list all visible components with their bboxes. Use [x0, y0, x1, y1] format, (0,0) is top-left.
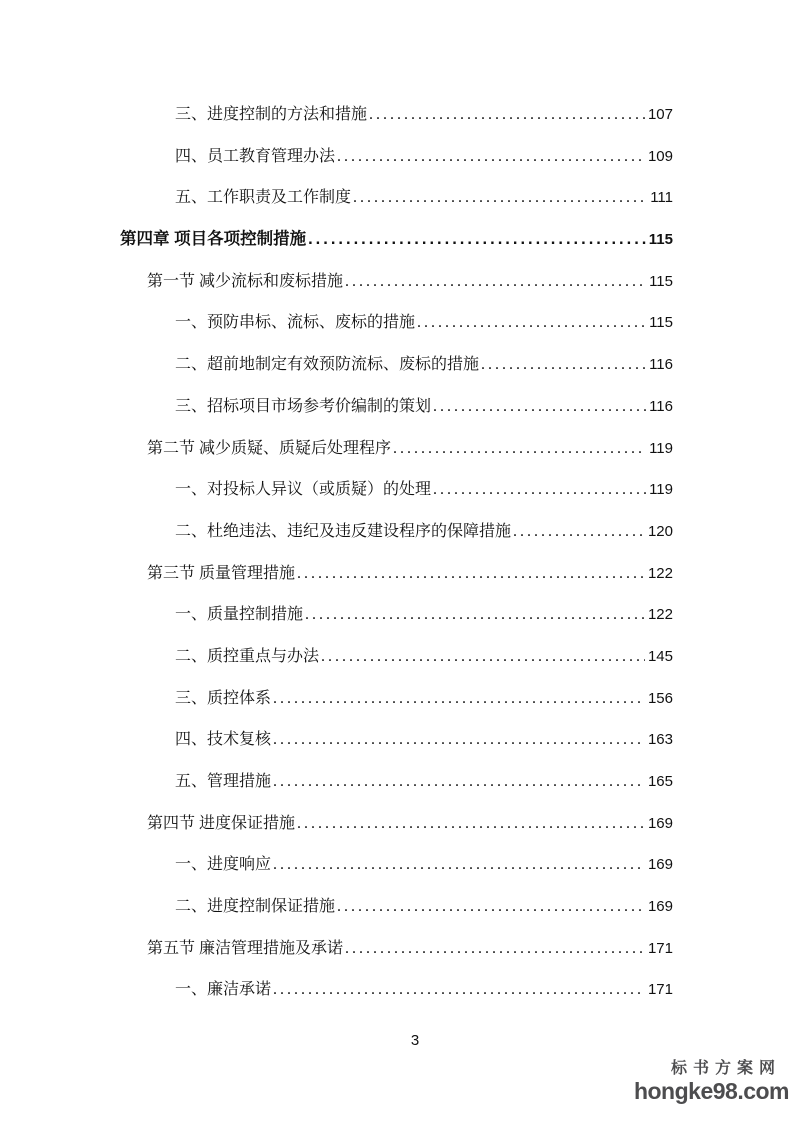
toc-entry-label: 第四章 项目各项控制措施	[120, 230, 307, 249]
toc-leader-dots	[353, 177, 647, 219]
toc-entry-label: 第一节 减少流标和废标措施	[147, 272, 344, 290]
toc-entry[interactable]	[120, 302, 673, 344]
toc-leader-dots	[337, 886, 645, 928]
toc-leader-dots	[337, 136, 645, 178]
toc-entry[interactable]	[120, 761, 673, 803]
toc-entry-label: 三、进度控制的方法和措施	[175, 106, 368, 123]
toc-entry-label: 第五节 廉洁管理措施及承诺	[147, 939, 344, 957]
toc-entry-page: 119	[649, 439, 673, 457]
toc-entry-page: 122	[647, 564, 673, 582]
page-number: 3	[410, 1032, 420, 1049]
toc-entry[interactable]	[120, 469, 673, 511]
toc-entry-label: 三、质控体系	[175, 689, 272, 707]
toc-entry-page: 111	[650, 189, 673, 207]
toc-entry-page: 109	[647, 147, 673, 165]
toc-entry[interactable]	[120, 177, 673, 219]
toc-entry-label: 第四节 进度保证措施	[147, 814, 296, 832]
toc-entry-page: 163	[647, 731, 673, 749]
toc-entry-label: 一、廉洁承诺	[175, 981, 272, 999]
toc-entry-page: 115	[648, 231, 673, 249]
toc-entry[interactable]	[120, 344, 673, 386]
toc-entry-page: 116	[649, 356, 673, 374]
toc-leader-dots	[433, 469, 646, 511]
toc-entry-page: 115	[649, 314, 673, 332]
toc-entry-label: 二、质控重点与办法	[175, 647, 320, 665]
toc-entry[interactable]	[120, 969, 673, 1011]
toc-leader-dots	[273, 844, 645, 886]
toc-entry[interactable]	[120, 511, 673, 553]
toc-leader-dots	[297, 553, 645, 595]
toc-leader-dots	[369, 94, 645, 136]
toc-entry-page: 145	[647, 647, 673, 665]
toc-entry[interactable]	[120, 803, 673, 845]
toc-entry-page: 169	[647, 814, 673, 832]
toc-entry-label: 四、技术复核	[175, 731, 272, 749]
toc-leader-dots	[345, 928, 645, 970]
toc-entry-page: 156	[647, 689, 673, 707]
toc-leader-dots	[345, 261, 646, 303]
toc-entry-page: 171	[647, 981, 673, 999]
toc-leader-dots	[481, 344, 646, 386]
toc-entry-label: 一、质量控制措施	[175, 606, 304, 624]
toc-entry-page: 165	[647, 773, 673, 790]
toc-entry-page: 119	[649, 481, 673, 499]
toc-entry-label: 二、超前地制定有效预防流标、废标的措施	[175, 356, 480, 374]
toc-entry[interactable]	[120, 219, 673, 261]
toc-entry-page: 115	[649, 272, 673, 290]
toc-entry[interactable]	[120, 261, 673, 303]
toc-entry-label: 一、进度响应	[175, 856, 272, 874]
toc-entry-label: 一、预防串标、流标、废标的措施	[175, 314, 416, 332]
toc-leader-dots	[321, 636, 645, 678]
watermark	[634, 1061, 789, 1103]
toc-entry[interactable]	[120, 594, 673, 636]
toc-entry[interactable]	[120, 886, 673, 928]
toc-entry-label: 第二节 减少质疑、质疑后处理程序	[147, 439, 392, 457]
toc-entry-label: 二、杜绝违法、违纪及违反建设程序的保障措施	[175, 522, 512, 540]
toc-leader-dots	[273, 719, 645, 761]
toc-entry-page: 116	[649, 397, 673, 415]
toc-entry[interactable]	[120, 553, 673, 595]
toc-entry-label: 四、员工教育管理办法	[175, 147, 336, 165]
toc-entry-label: 五、工作职责及工作制度	[175, 189, 352, 207]
toc-leader-dots	[273, 761, 645, 803]
toc-entry[interactable]	[120, 719, 673, 761]
toc-entry[interactable]	[120, 136, 673, 178]
toc-leader-dots	[273, 969, 645, 1011]
toc-entry[interactable]	[120, 428, 673, 470]
toc-entry[interactable]	[120, 636, 673, 678]
toc-entry-label: 一、对投标人异议（或质疑）的处理	[175, 481, 432, 499]
toc-leader-dots	[273, 678, 645, 720]
toc-entry-page: 120	[647, 522, 673, 540]
toc-entry-label: 第三节 质量管理措施	[147, 564, 296, 582]
toc-entry[interactable]	[120, 678, 673, 720]
toc-entry-page: 122	[647, 606, 673, 624]
toc-leader-dots	[297, 803, 645, 845]
toc-leader-dots	[305, 594, 645, 636]
toc-leader-dots	[308, 219, 646, 261]
watermark-site-url: hongke98.com	[633, 1078, 789, 1104]
toc-leader-dots	[417, 302, 646, 344]
toc-entry-page: 169	[647, 856, 673, 874]
toc-entry[interactable]	[120, 928, 673, 970]
toc-entry-label: 五、管理措施	[175, 773, 272, 790]
toc-entry-page: 169	[647, 898, 673, 916]
toc-entry[interactable]	[120, 94, 673, 136]
toc-leader-dots	[513, 511, 645, 553]
toc-entry[interactable]	[120, 386, 673, 428]
toc-entry-page: 107	[647, 106, 673, 123]
toc-entry-label: 三、招标项目市场参考价编制的策划	[175, 397, 432, 415]
toc-entry[interactable]	[120, 844, 673, 886]
toc-leader-dots	[393, 428, 646, 470]
toc-leader-dots	[433, 386, 646, 428]
toc-entry-label: 二、进度控制保证措施	[175, 898, 336, 916]
table-of-contents	[120, 94, 673, 1011]
watermark-site-name: 标书方案网	[670, 1060, 781, 1077]
toc-entry-page: 171	[647, 939, 673, 957]
